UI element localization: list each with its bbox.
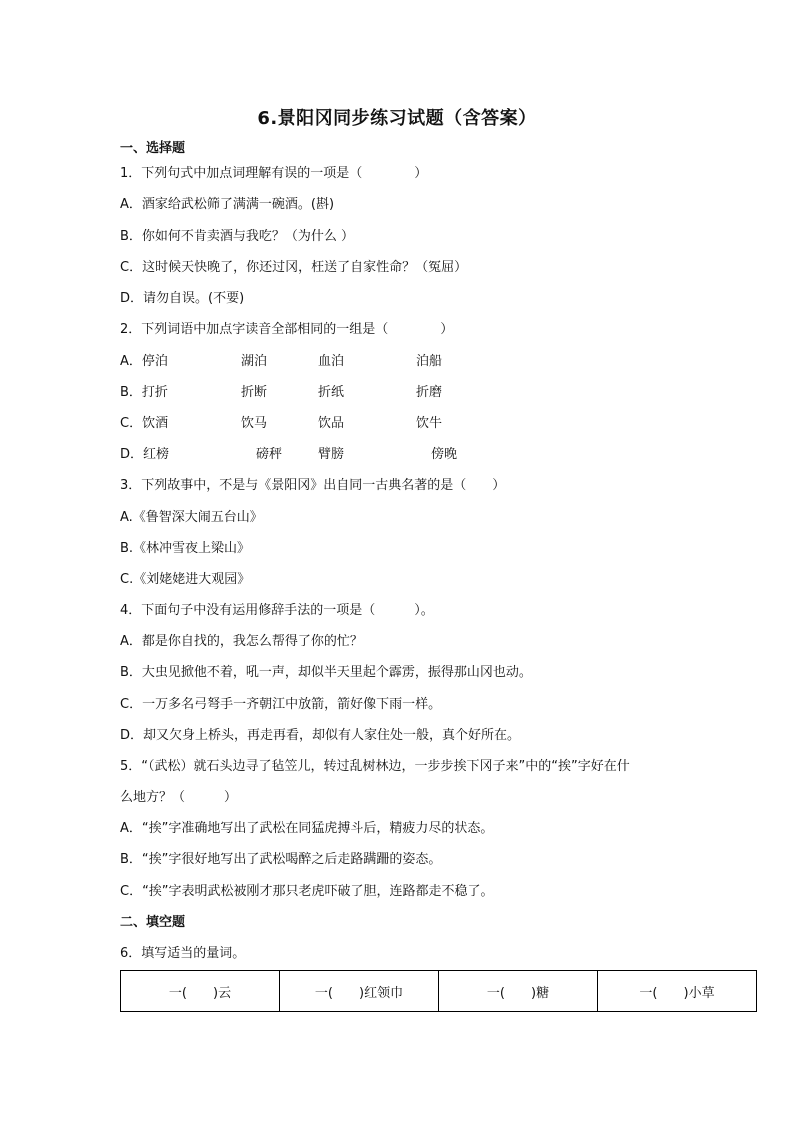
word: 血泊 <box>318 354 345 369</box>
question-1-option-a: A．酒家给武松筛了满满一碗酒。(斟) <box>120 197 335 212</box>
question-4-stem: 4．下面句子中没有运用修辞手法的一项是（ ）。 <box>120 603 434 618</box>
question-4-option-d: D．却又欠身上桥头，再走再看，却似有人家住处一般，真个好所在。 <box>120 728 521 743</box>
question-2-stem: 2．下列词语中加点字读音全部相同的一组是（ ） <box>120 322 454 337</box>
question-2-row-d <box>120 447 620 463</box>
word: 饮牛 <box>416 416 443 431</box>
question-6-stem: 6．填写适当的量词。 <box>120 946 246 961</box>
word: 湖泊 <box>241 354 268 369</box>
question-1-option-b: B．你如何不肯卖酒与我吃？（为什么 ） <box>120 229 355 244</box>
page-title: 6.景阳冈同步练习试题（含答案） <box>257 108 537 129</box>
question-5-option-c: C．“挨”字表明武松被刚才那只老虎吓破了胆，连路都走不稳了。 <box>120 884 494 899</box>
question-3-option-c: C.《刘姥姥进大观园》 <box>120 572 251 587</box>
word: 泊船 <box>416 354 443 369</box>
question-1-option-d: D．请勿自误。(不要) <box>120 291 245 306</box>
table-cell: 一( )红领巾 <box>280 971 439 1012</box>
word: 磅秤 <box>256 447 283 462</box>
section-heading-choice: 一、选择题 <box>120 141 186 156</box>
word: 傍晚 <box>431 447 458 462</box>
word: 折断 <box>241 385 268 400</box>
word: 饮品 <box>318 416 345 431</box>
question-2-row-b <box>120 385 620 401</box>
question-1-stem: 1．下列句式中加点词理解有误的一项是（ ） <box>120 166 428 181</box>
question-4-option-c: C．一万多名弓弩手一齐朝江中放箭，箭好像下雨一样。 <box>120 697 442 712</box>
question-5-stem-line-2: 么地方？（ ） <box>120 790 238 805</box>
table-row <box>121 971 757 1012</box>
table-cell: 一( )糖 <box>439 971 598 1012</box>
question-5-option-a: A．“挨”字准确地写出了武松在同猛虎搏斗后，精疲力尽的状态。 <box>120 821 494 836</box>
table-cell: 一( )小草 <box>598 971 757 1012</box>
question-2-row-a <box>120 354 620 370</box>
question-1-option-c: C．这时候天快晚了，你还过冈，枉送了自家性命？（冤屈） <box>120 260 468 275</box>
word: 折纸 <box>318 385 345 400</box>
question-4-option-b: B．大虫见掀他不着，吼一声，却似半天里起个霹雳，振得那山冈也动。 <box>120 665 532 680</box>
question-5-option-b: B．“挨”字很好地写出了武松喝醉之后走路蹒跚的姿态。 <box>120 852 442 867</box>
question-3-option-a: A.《鲁智深大闹五台山》 <box>120 510 263 525</box>
word: 臂膀 <box>318 447 345 462</box>
measure-word-table <box>120 970 757 1012</box>
word: B．打折 <box>120 385 168 400</box>
question-5-stem-line-1: 5．“（武松）就石头边寻了毡笠儿，转过乱树林边，一步步挨下冈子来”中的“挨”字好在什 <box>120 759 630 774</box>
section-heading-fill-in: 二、填空题 <box>120 915 186 930</box>
word: 饮马 <box>241 416 268 431</box>
table-cell: 一( )云 <box>121 971 280 1012</box>
question-3-option-b: B.《林冲雪夜上梁山》 <box>120 541 251 556</box>
word: D．红榜 <box>120 447 170 462</box>
word: A．停泊 <box>120 354 168 369</box>
question-3-stem: 3．下列故事中，不是与《景阳冈》出自同一古典名著的是（ ） <box>120 478 506 493</box>
word: C．饮酒 <box>120 416 169 431</box>
word: 折磨 <box>416 385 443 400</box>
question-4-option-a: A．都是你自找的，我怎么帮得了你的忙？ <box>120 634 363 649</box>
question-2-row-c <box>120 416 620 432</box>
